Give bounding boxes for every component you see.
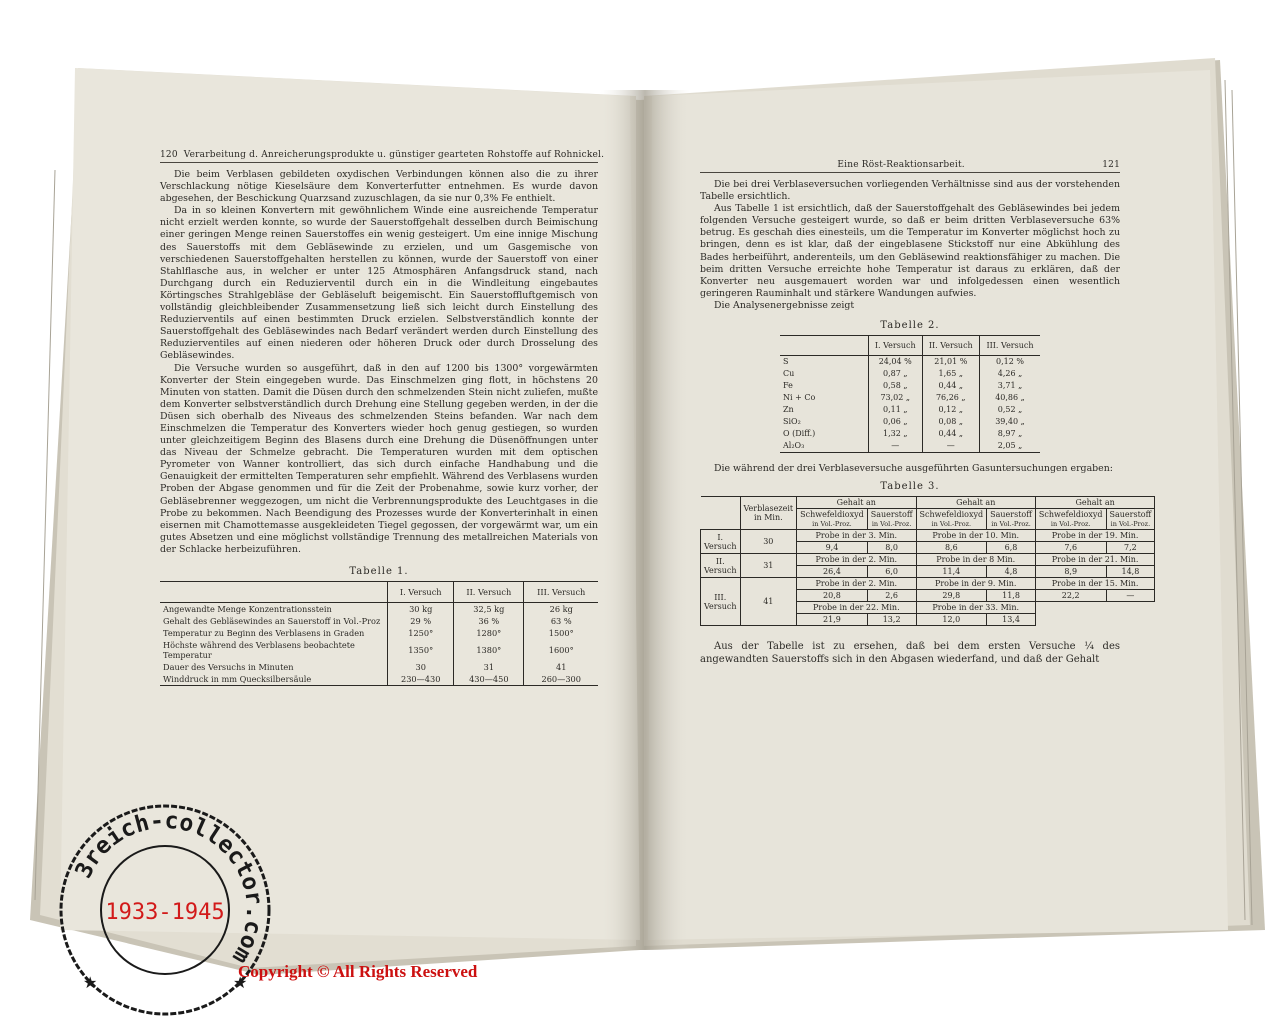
- table-cell: 1250°: [388, 627, 454, 639]
- table-row: [780, 416, 1040, 428]
- table-cell: 22,2: [1035, 590, 1106, 602]
- table-cell: 26 kg: [524, 603, 598, 616]
- table3-group-header: Gehalt an: [916, 497, 1035, 509]
- sub-header-unit: in Vol.-Proz.: [812, 520, 852, 529]
- table-cell: 40,86 „: [979, 392, 1040, 404]
- table-cell: 1350°: [388, 639, 454, 661]
- table-cell: 0,06 „: [868, 416, 922, 428]
- table-cell: SiO₂: [783, 417, 801, 427]
- table-cell: 1,32 „: [868, 428, 922, 440]
- table3-sub-header: [867, 509, 916, 530]
- left-page-number: 120: [160, 150, 178, 160]
- table3: [700, 496, 1155, 626]
- table-cell: Höchste während des Verblasens beobachtete Temperatur: [163, 640, 355, 660]
- table-cell: 4,26 „: [979, 368, 1040, 380]
- table-row: [780, 428, 1040, 440]
- table-cell: —: [1106, 590, 1155, 602]
- table-cell: —: [922, 440, 979, 453]
- sub-header-unit: in Vol.-Proz.: [991, 520, 1031, 529]
- table-cell: 1,65 „: [922, 368, 979, 380]
- table-cell: Cu: [783, 369, 795, 379]
- table3-sub-header: [1035, 509, 1106, 530]
- table3-probe: Probe in der 8 Min.: [916, 554, 1035, 566]
- table-cell: 8,6: [916, 542, 987, 554]
- table-cell: 63 %: [524, 615, 598, 627]
- table-row: [780, 380, 1040, 392]
- table3-sub-header: [987, 509, 1036, 530]
- paragraph: Da in so kleinen Konvertern mit gewöhnlichem Winde eine ausreichende Temperatur nicht erzielt werden konnte, so wurde der Sauerstoffgehalt desselben durch Beimischung einer geringen Menge reinen Sauerstoffes ein wenig gesteigert. Um eine innige Mischung des Sauerstoffs mit dem Gebläsewinde zu erzielen, und um Gasgemische von verschiedenen Sauerstoffgehalten herstellen zu können, wurde der Sauerstoff von einer Stahlflasche aus, in welcher er unter 125 Atmosphären Anfangsdruck stand, nach Durchgang durch ein Reduzierventil durch ein in die Windleitung eingebautes Körtingsches Strahlgebläse der Gebläseluft beigemischt. Ein Sauerstoffluftgemisch von vollständig gleichbleibender Zusammensetzung ließ sich leicht durch Einstellung des Reduzierventils auf einen bestimmten Druck erzielen. Selbstverständlich konnte der Sauerstoffgehalt des Gebläsewindes nach Bedarf verändert werden durch Einstellung des Reduzierventiles auf einen niederen oder höheren Druck oder durch Drosselung des Gebläsewindes.: [160, 205, 598, 362]
- table3-probe: Probe in der 15. Min.: [1035, 578, 1154, 590]
- table-cell: 6,0: [867, 566, 916, 578]
- table-cell: 2,6: [867, 590, 916, 602]
- table3-probe: Probe in der 33. Min.: [916, 602, 1035, 614]
- table2-caption: Tabelle 2.: [880, 320, 940, 332]
- table-cell: 30 kg: [388, 603, 454, 616]
- table-cell: 0,08 „: [922, 416, 979, 428]
- table1-header: II. Versuch: [454, 582, 524, 603]
- table-cell: 39,40 „: [979, 416, 1040, 428]
- sub-header-unit: in Vol.-Proz.: [871, 520, 912, 529]
- right-running-title: Eine Röst-Reaktionsarbeit.: [837, 160, 965, 170]
- sub-header-label: Sauerstoff: [1109, 510, 1152, 520]
- table2-header: II. Versuch: [922, 336, 979, 356]
- table1-header: III. Versuch: [524, 582, 598, 603]
- table3-time: 41: [740, 578, 797, 626]
- table-row: [701, 554, 1155, 566]
- table-cell: 21,9: [797, 614, 868, 626]
- table-row: [780, 356, 1040, 369]
- table-cell: 36 %: [454, 615, 524, 627]
- table3-time: 31: [740, 554, 797, 578]
- table-cell: 11,4: [916, 566, 987, 578]
- table-cell: 430—450: [454, 673, 524, 686]
- table-cell: 8,97 „: [979, 428, 1040, 440]
- table-cell: —: [868, 440, 922, 453]
- table-row: [160, 603, 598, 616]
- table-cell: 14,8: [1106, 566, 1155, 578]
- paragraph: Die beim Verblasen gebildeten oxydischen Verbindungen können also die zu ihrer Verschlackung nötige Kieselsäure dem Konverterfutter entnehmen. Es wurde davon abgesehen, der Beschickung Quarzsand zuzuschlagen, da sie nur 0,3% Fe enthielt.: [160, 169, 598, 205]
- table-cell: 0,12 %: [979, 356, 1040, 369]
- table-cell: 13,4: [987, 614, 1036, 626]
- right-running-head: [700, 160, 1120, 173]
- right-middle-text: [700, 463, 1120, 475]
- right-page: [700, 160, 1152, 666]
- sub-header-label: Sauerstoff: [870, 510, 913, 520]
- left-body-text: [160, 169, 598, 556]
- table-cell: 7,6: [1035, 542, 1106, 554]
- sub-header-label: Sauerstoff: [990, 510, 1032, 520]
- table-cell: 20,8: [797, 590, 868, 602]
- table-cell: 1600°: [524, 639, 598, 661]
- table-cell: 26,4: [797, 566, 868, 578]
- table-row: [160, 673, 598, 686]
- table-cell: 11,8: [987, 590, 1036, 602]
- table-cell: Dauer des Versuchs in Minuten: [163, 662, 294, 672]
- table2: [780, 335, 1040, 453]
- table-cell: 0,52 „: [979, 404, 1040, 416]
- table-cell: 21,01 %: [922, 356, 979, 369]
- collector-stamp: [55, 800, 275, 1020]
- table2-header: I. Versuch: [868, 336, 922, 356]
- table-cell: 24,04 %: [868, 356, 922, 369]
- table-row: [780, 440, 1040, 453]
- paragraph: Aus der Tabelle ist zu ersehen, daß bei dem ersten Versuche ¼ des angewandten Sauerstoffs sich in den Abgasen wiederfand, und daß der Gehalt: [700, 641, 1120, 666]
- table3-probe: Probe in der 2. Min.: [797, 578, 916, 590]
- table-cell: 13,2: [867, 614, 916, 626]
- table3-probe: Probe in der 3. Min.: [797, 530, 916, 542]
- table-cell: Gehalt des Gebläsewindes an Sauerstoff in Vol.-Proz: [163, 616, 381, 626]
- table-cell: Fe: [783, 381, 793, 391]
- table-row: [701, 530, 1155, 542]
- table-row: [160, 615, 598, 627]
- table1-caption: Tabelle 1.: [349, 566, 409, 577]
- table3-probe: Probe in der 10. Min.: [916, 530, 1035, 542]
- table-row: [160, 627, 598, 639]
- sub-header-unit: in Vol.-Proz.: [931, 520, 972, 529]
- table-row: [780, 368, 1040, 380]
- table-cell: 0,44 „: [922, 428, 979, 440]
- copyright-notice: Copyright © All Rights Reserved: [238, 962, 478, 981]
- table-cell: O (Diff.): [783, 429, 816, 439]
- table3-group-header: Gehalt an: [797, 497, 916, 509]
- table3-row-label: II. Versuch: [701, 554, 741, 578]
- star-icon: ★: [233, 973, 248, 992]
- table3-probe: Probe in der 19. Min.: [1035, 530, 1154, 542]
- sub-header-label: Schwefeldioxyd: [1038, 510, 1103, 520]
- table-cell: 41: [524, 661, 598, 673]
- sub-header-label: Schwefeldioxyd: [800, 510, 864, 520]
- table-cell: 31: [454, 661, 524, 673]
- paragraph: Die während der drei Verblaseversuche ausgeführten Gasuntersuchungen ergaben:: [714, 463, 1113, 475]
- table2-header: [780, 336, 868, 356]
- table3-probe: Probe in der 2. Min.: [797, 554, 916, 566]
- table-cell: 0,87 „: [868, 368, 922, 380]
- table-cell: 12,0: [916, 614, 987, 626]
- table2-header: III. Versuch: [979, 336, 1040, 356]
- table-cell: 9,4: [797, 542, 868, 554]
- table1-header: I. Versuch: [388, 582, 454, 603]
- paragraph: Aus Tabelle 1 ist ersichtlich, daß der Sauerstoffgehalt des Gebläsewindes bei jedem folgenden Versuche gesteigert wurde, so daß er beim dritten Verblaseversuche 63% betrug. Es geschah dies einesteils, um die Temperatur im Konverter möglichst hoch zu bringen, denn es ist klar, daß der eingeblasene Stickstoff nur eine Abkühlung des Bades herbeiführt, anderenteils, um den Gebläsewind reaktionsfähiger zu machen. Die beim dritten Versuche erreichte hohe Temperatur ist daraus zu erklären, daß der Konverter neu ausgemauert worden war und infolgedessen einen wesentlich geringeren Rauminhalt und stärkere Wandungen aufwies.: [700, 203, 1120, 299]
- table3-time-header: Verblasezeit in Min.: [740, 497, 797, 530]
- table3-row-label: III. Versuch: [701, 578, 741, 626]
- table-cell: 30: [388, 661, 454, 673]
- table-cell: 8,0: [867, 542, 916, 554]
- table-cell: 230—430: [388, 673, 454, 686]
- stamp-ring-text: 3reich-collector.com: [70, 807, 268, 969]
- table-cell: Zn: [783, 405, 794, 415]
- table3-group-header: Gehalt an: [1035, 497, 1154, 509]
- table-row: [160, 639, 598, 661]
- table-cell: 76,26 „: [922, 392, 979, 404]
- left-running-title: Verarbeitung d. Anreicherungsprodukte u. günstiger gearteten Rohstoffe auf Rohnickel.: [183, 150, 605, 160]
- table-cell: 8,9: [1035, 566, 1106, 578]
- table3-empty: [1035, 602, 1154, 626]
- sub-header-unit: in Vol.-Proz.: [1050, 520, 1091, 529]
- table-cell: 6,8: [987, 542, 1036, 554]
- paragraph: Die Analysenergebnisse zeigt: [714, 299, 855, 311]
- stamp-years: 1933-1945: [105, 900, 225, 925]
- paragraph: Die Versuche wurden so ausgeführt, daß in den auf 1200 bis 1300° vorgewärmten Konverter der Stein eingegeben wurde. Das Einschmelzen ging flott, in höchstens 20 Minuten von statten. Damit die Düsen durch den schmelzenden Stein nicht zuliefen, mußte dem Konverter selbstverständlich durch Drehung eine Stellung gegeben werden, in der die Düsen sich oberhalb des Niveaus des schmelzenden Steins befanden. War nach dem Einschmelzen die Temperatur des Konverters wieder hoch genug gestiegen, so wurden unter gleichzeitigem Beginn des Blasens durch eine Drehung die Düsenöffnungen unter das Niveau der Schmelze gebracht. Die Temperaturen wurden mit dem optischen Pyrometer von Wanner kontrolliert, das sich durch einfache Handhabung und die Genauigkeit der ermittelten Temperaturen sehr empfiehlt. Während des Verblasens wurden Proben der Abgase genommen und für die Zeit der Probenahme, sowie kurz vorher, der Gebläsebrenner weggezogen, um nicht die Verbrennungsprodukte des Leuchtgases in die Probe zu bekommen. Nach Beendigung des Prozesses wurde der Konverterinhalt in einen eisernen mit Chamottemasse ausgekleideten Tiegel gegossen, der vorgewärmt war, um ein gutes Absetzen und eine möglichst vollständige Trennung des metallreichen Materials von der Schlacke herbeizuführen.: [160, 362, 598, 555]
- table-cell: Ni + Co: [783, 393, 816, 403]
- table-row: [701, 578, 1155, 590]
- table-cell: Al₂O₃: [783, 441, 805, 451]
- sub-header-label: Schwefeldioxyd: [919, 510, 984, 520]
- table1-header: [160, 582, 388, 603]
- right-body-text: [700, 179, 1120, 312]
- table3-row-label: I. Versuch: [701, 530, 741, 554]
- left-page: [160, 150, 605, 686]
- table3-probe: Probe in der 21. Min.: [1035, 554, 1154, 566]
- table-cell: 1280°: [454, 627, 524, 639]
- sub-header-unit: in Vol.-Proz.: [1110, 520, 1151, 529]
- table3-sub-header: [1106, 509, 1155, 530]
- table3-time: 30: [740, 530, 797, 554]
- table-row: [780, 392, 1040, 404]
- table-cell: 7,2: [1106, 542, 1155, 554]
- table3-sub-header: [797, 509, 868, 530]
- table3-caption: Tabelle 3.: [880, 481, 940, 493]
- table-row: [780, 404, 1040, 416]
- table-cell: 4,8: [987, 566, 1036, 578]
- table-cell: Winddruck in mm Quecksilbersäule: [163, 674, 312, 684]
- table-row: [160, 661, 598, 673]
- table-cell: 0,58 „: [868, 380, 922, 392]
- table-cell: 260—300: [524, 673, 598, 686]
- table-cell: 29 %: [388, 615, 454, 627]
- table-cell: 0,44 „: [922, 380, 979, 392]
- table-cell: 29,8: [916, 590, 987, 602]
- table1: [160, 581, 598, 686]
- table3-probe: Probe in der 9. Min.: [916, 578, 1035, 590]
- paragraph: Die bei drei Verblaseversuchen vorliegenden Verhältnisse sind aus der vorstehenden Tabelle ersichtlich.: [700, 179, 1120, 203]
- table-cell: 32,5 kg: [454, 603, 524, 616]
- table-cell: 1500°: [524, 627, 598, 639]
- table-cell: 0,12 „: [922, 404, 979, 416]
- table-cell: S: [783, 357, 789, 367]
- table-cell: Temperatur zu Beginn des Verblasens in Graden: [163, 628, 365, 638]
- star-icon: ★: [83, 973, 98, 992]
- table-cell: 73,02 „: [868, 392, 922, 404]
- left-running-head: [160, 150, 605, 163]
- table-cell: 3,71 „: [979, 380, 1040, 392]
- table3-sub-header: [916, 509, 987, 530]
- table-cell: 2,05 „: [979, 440, 1040, 453]
- right-page-number: 121: [1102, 160, 1120, 170]
- table-cell: 1380°: [454, 639, 524, 661]
- table3-corner: [701, 497, 741, 530]
- table3-probe: Probe in der 22. Min.: [797, 602, 916, 614]
- table-cell: Angewandte Menge Konzentrationsstein: [163, 604, 332, 614]
- table-cell: 0,11 „: [868, 404, 922, 416]
- right-closing-text: [700, 640, 1120, 666]
